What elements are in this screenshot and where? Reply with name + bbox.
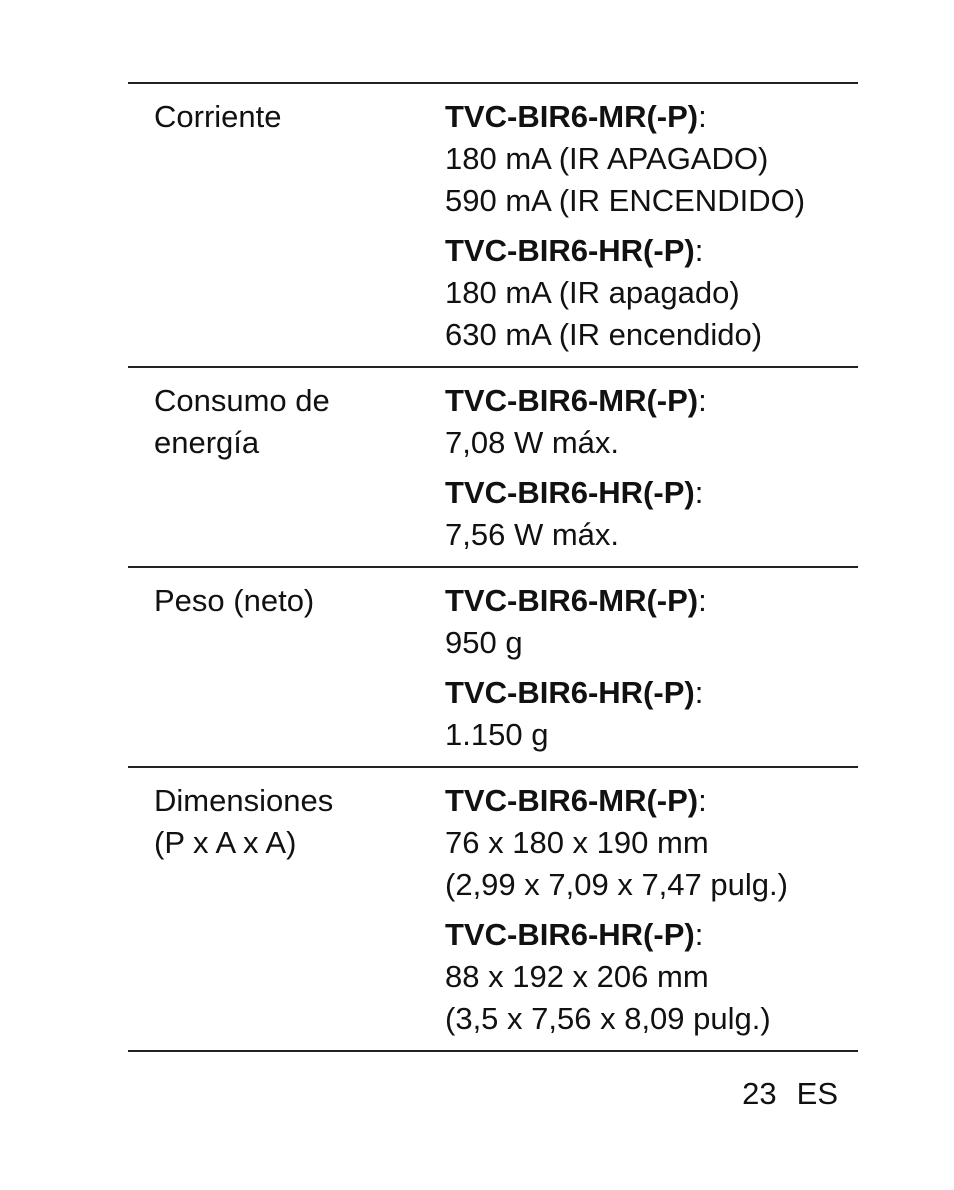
page-number: 23 xyxy=(742,1076,777,1111)
spec-label xyxy=(128,767,445,1051)
spec-label-text: energía xyxy=(154,425,260,460)
language-code: ES xyxy=(796,1076,838,1111)
spec-label-text: (P x A x A) xyxy=(154,825,297,860)
model-block-mr: TVC-BIR6-MR(-P): 76 x 180 x 190 mm (2,99 x 7,09 x 7,47 pulg.) xyxy=(445,780,858,906)
spec-row-current xyxy=(128,83,858,367)
spec-value-line: 950 g xyxy=(445,625,523,660)
spec-value-line: 76 x 180 x 190 mm xyxy=(445,825,709,860)
spec-label-text: Corriente xyxy=(154,99,282,134)
model-name: TVC-BIR6-MR(-P) xyxy=(445,783,699,818)
model-block-mr: TVC-BIR6-MR(-P): 180 mA (IR APAGADO) 590 mA (IR ENCENDIDO) xyxy=(445,96,858,222)
spec-values xyxy=(445,767,858,1051)
spec-value-line: 180 mA (IR APAGADO) xyxy=(445,141,769,176)
model-block-mr: TVC-BIR6-MR(-P): 950 g xyxy=(445,580,858,664)
model-name: TVC-BIR6-HR(-P) xyxy=(445,233,695,268)
model-name: TVC-BIR6-MR(-P) xyxy=(445,99,699,134)
page-footer xyxy=(742,1074,838,1114)
model-name: TVC-BIR6-HR(-P) xyxy=(445,675,695,710)
model-block-mr: TVC-BIR6-MR(-P): 7,08 W máx. xyxy=(445,380,858,464)
spec-value-line: 7,56 W máx. xyxy=(445,517,619,552)
spec-value-line: (3,5 x 7,56 x 8,09 pulg.) xyxy=(445,1001,771,1036)
spec-label xyxy=(128,367,445,567)
model-block-hr: TVC-BIR6-HR(-P): 1.150 g xyxy=(445,672,858,756)
spec-row-power-consumption xyxy=(128,367,858,567)
spec-row-weight xyxy=(128,567,858,767)
model-block-hr: TVC-BIR6-HR(-P): 88 x 192 x 206 mm (3,5 x 7,56 x 8,09 pulg.) xyxy=(445,914,858,1040)
model-block-hr: TVC-BIR6-HR(-P): 7,56 W máx. xyxy=(445,472,858,556)
model-name: TVC-BIR6-HR(-P) xyxy=(445,917,695,952)
spec-values xyxy=(445,83,858,367)
spec-value-line: 590 mA (IR ENCENDIDO) xyxy=(445,183,806,218)
model-block-hr: TVC-BIR6-HR(-P): 180 mA (IR apagado) 630 mA (IR encendido) xyxy=(445,230,858,356)
spec-values xyxy=(445,367,858,567)
spec-value-line: (2,99 x 7,09 x 7,47 pulg.) xyxy=(445,867,788,902)
spec-label-text: Peso (neto) xyxy=(154,583,315,618)
spec-value-line: 7,08 W máx. xyxy=(445,425,619,460)
spec-value-line: 88 x 192 x 206 mm xyxy=(445,959,709,994)
spec-value-line: 630 mA (IR encendido) xyxy=(445,317,763,352)
spec-values xyxy=(445,567,858,767)
spec-label-text: Dimensiones xyxy=(154,783,334,818)
spec-value-line: 1.150 g xyxy=(445,717,549,752)
specifications-table xyxy=(128,82,858,1052)
spec-value-line: 180 mA (IR apagado) xyxy=(445,275,740,310)
spec-label xyxy=(128,83,445,367)
spec-row-dimensions xyxy=(128,767,858,1051)
spec-label-text: Consumo de xyxy=(154,383,330,418)
model-name: TVC-BIR6-MR(-P) xyxy=(445,383,699,418)
model-name: TVC-BIR6-HR(-P) xyxy=(445,475,695,510)
spec-label xyxy=(128,567,445,767)
model-name: TVC-BIR6-MR(-P) xyxy=(445,583,699,618)
